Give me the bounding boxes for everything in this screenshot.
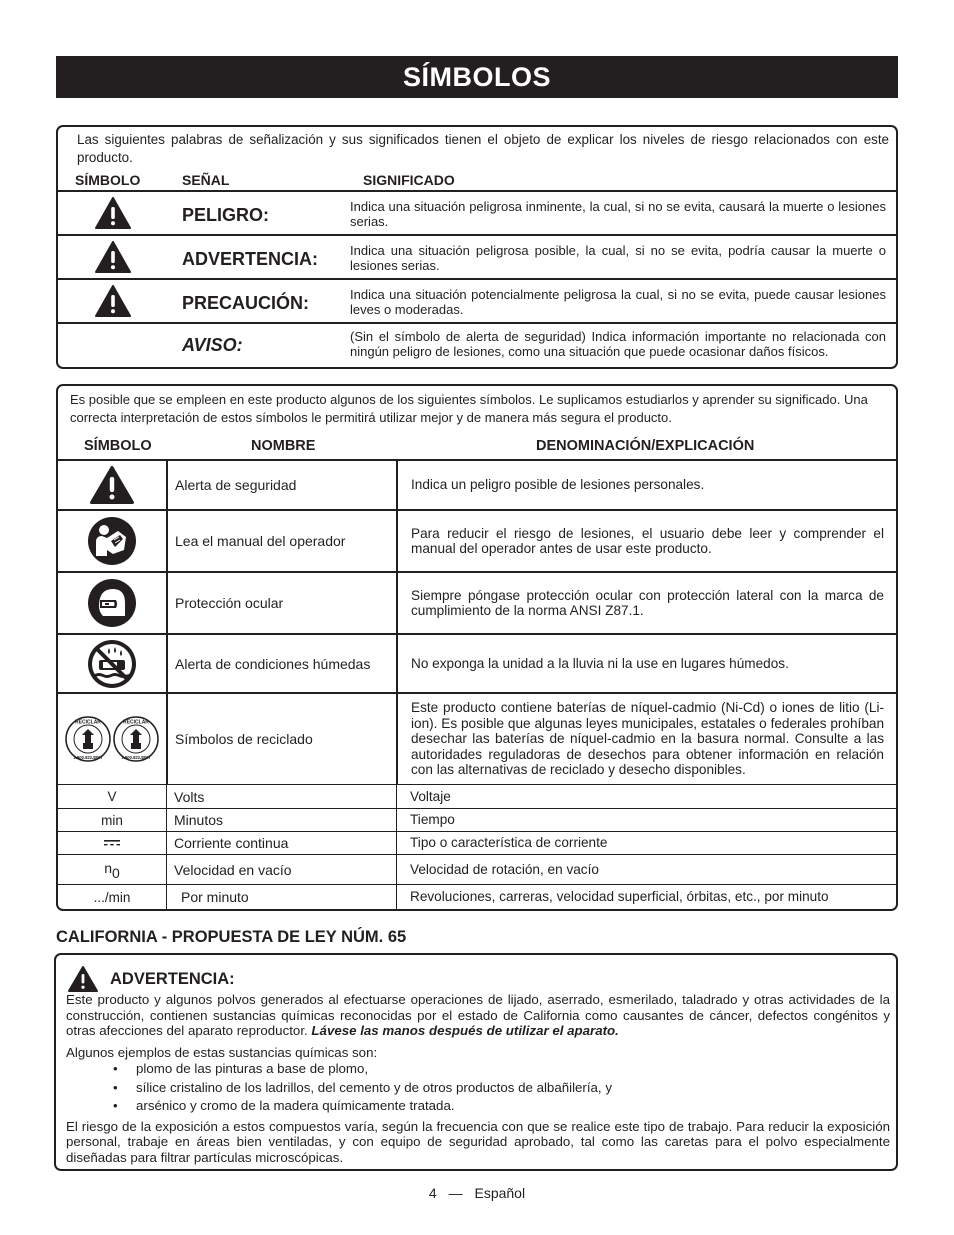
symbol-text: .../min: [93, 889, 131, 905]
symbol-name: Corriente continua: [166, 832, 396, 854]
warning-emphasis: Lávese las manos después de utilizar el aparato.: [311, 1023, 619, 1038]
warning-header: [68, 966, 235, 992]
warning-label: ADVERTENCIA:: [110, 969, 235, 988]
svg-text:1.800.822.8837: 1.800.822.8837: [121, 755, 151, 760]
eye-protection-icon: [58, 573, 166, 633]
title-bar: [56, 56, 898, 98]
signal-word: ADVERTENCIA:: [182, 249, 319, 269]
header-signal: SEÑAL: [182, 172, 230, 188]
symbol-row: [58, 633, 896, 692]
signal-meaning: Indica una situación peligrosa posible, la cual, si no se evita, podría causar la muerte o lesiones serias.: [350, 243, 886, 273]
symbol-row: [58, 571, 896, 633]
symbol-name: Por minuto: [166, 885, 396, 909]
symbol-name: Símbolos de reciclado: [166, 694, 396, 784]
recycle-seals: [58, 694, 166, 784]
symbol-row: [58, 831, 896, 854]
symbol-text: n: [104, 859, 112, 876]
examples-intro: Algunos ejemplos de estas sustancias químicas son:: [66, 1044, 378, 1060]
read-manual-icon: [58, 511, 166, 571]
symbol-description: Voltaje: [396, 785, 896, 808]
header-symbol: SÍMBOLO: [84, 438, 152, 454]
california-warning-box: [54, 953, 898, 1171]
symbol-description: Indica un peligro posible de lesiones personales.: [396, 461, 896, 509]
footer-language: Español: [474, 1185, 526, 1201]
signal-word: PELIGRO:: [182, 205, 270, 225]
symbol-description: Para reducir el riesgo de lesiones, el usuario debe leer y comprender el manual del operador antes de usar este producto.: [396, 511, 896, 571]
list-item: • sílice cristalino de los ladrillos, del cemento y de otros productos de albañilería, y: [113, 1079, 890, 1098]
symbol-row: [58, 884, 896, 909]
warning-triangle-icon: [58, 192, 168, 234]
header-name: NOMBRE: [251, 438, 316, 454]
symbol-description: Revoluciones, carreras, velocidad superficial, órbitas, etc., por minuto: [396, 885, 896, 909]
recycle-seal-icon: [64, 715, 160, 763]
no-load-speed-symbol: [58, 855, 166, 884]
list-item: • arsénico y cromo de la madera químicamente tratada.: [113, 1097, 890, 1116]
warning-text: Este producto y algunos polvos generados al efectuarse operaciones de lijado, aserrado, esmerilado, taladrado y otras actividades de la construcción, contienen sustancias químicas reconocidas por el estado de California como causantes de cáncer, defectos congénitos y otras afecciones del aparato reproductor.: [66, 992, 890, 1038]
footer-dash: —: [448, 1185, 463, 1201]
wet-conditions-icon: [58, 635, 166, 692]
signal-meaning: Indica una situación peligrosa inminente, la cual, si no se evita, causará la muerte o lesiones serias.: [350, 199, 886, 229]
symbol-row: [58, 784, 896, 808]
page-number: 4: [428, 1185, 437, 1201]
symbol-name: Velocidad en vacío: [166, 855, 396, 884]
symbols-box: [56, 384, 898, 911]
signal-row-advertencia: [58, 234, 896, 278]
header-meaning: SIGNIFICADO: [363, 172, 455, 188]
symbol-description: No exponga la unidad a la lluvia ni la use en lugares húmedos.: [396, 635, 896, 692]
signal-word: PRECAUCIÓN:: [182, 293, 310, 313]
header-description: DENOMINACIÓN/EXPLICACIÓN: [536, 438, 755, 454]
signal-row-aviso: [58, 322, 896, 369]
symbol-name: Alerta de seguridad: [166, 461, 396, 509]
symbol-description: Tipo o característica de corriente: [396, 832, 896, 854]
symbol-name: Alerta de condiciones húmedas: [166, 635, 396, 692]
svg-text:RECICLAR: RECICLAR: [75, 719, 101, 726]
symbol-row: [58, 509, 896, 571]
symbol-description: Velocidad de rotación, en vacío: [396, 855, 896, 884]
symbol-text: V: [107, 789, 117, 804]
symbol-name: Lea el manual del operador: [166, 511, 396, 571]
header-symbol: SÍMBOLO: [75, 172, 141, 188]
list-item: • plomo de las pinturas a base de plomo,: [113, 1060, 890, 1079]
signal-words-box: [56, 125, 898, 369]
california-heading: CALIFORNIA - PROPUESTA DE LEY NÚM. 65: [56, 928, 407, 946]
symbol-text: min: [101, 812, 123, 828]
symbol-description: Este producto contiene baterías de níquel-cadmio (Ni-Cd) o iones de litio (Li-ion). Es posible que algunas leyes municipales, estatales o federales prohíban desechar las baterías de níquel-cadmio en la basura normal. Consulte a las autoridades reguladoras de desechos para obtener información en relación con las alternativas de reciclado y desecho disponibles.: [396, 694, 896, 784]
signal-row-peligro: [58, 190, 896, 234]
symbol-name: Minutos: [166, 809, 396, 831]
svg-text:1.800.822.8837: 1.800.822.8837: [73, 755, 103, 760]
signal-words-intro: Las siguientes palabras de señalización y sus significados tienen el objeto de explicar los niveles de riesgo relacionados con este producto.: [77, 132, 889, 165]
risk-paragraph: El riesgo de la exposición a estos compuestos varía, según la frecuencia con que se realice este tipo de trabajo. Para reducir la exposición personal, trabaje en áreas bien ventiladas, y con equipo de seguridad aprobado, tal como las caretas para el polvo especialmente diseñadas para filtrar partículas microscópicas.: [66, 1118, 890, 1165]
page-footer: [0, 1185, 954, 1201]
svg-text:RECICLAR: RECICLAR: [123, 719, 149, 726]
chemical-list: [66, 1060, 890, 1116]
symbol-row: [58, 459, 896, 509]
symbol-name: Protección ocular: [166, 573, 396, 633]
symbol-subscript: 0: [112, 864, 120, 881]
signal-row-precaucion: [58, 278, 896, 322]
symbol-row: [58, 692, 896, 784]
warning-triangle-icon: [58, 236, 168, 278]
warning-body: [66, 992, 890, 1165]
signal-meaning: Indica una situación potencialmente peligrosa la cual, si no se evita, puede causar lesiones leves o moderadas.: [350, 287, 886, 317]
symbol-row: [58, 854, 896, 884]
direct-current-icon: [58, 832, 166, 854]
page-title: SÍMBOLOS: [402, 61, 551, 92]
symbol-description: Siempre póngase protección ocular con protección lateral con la marca de cumplimiento de la norma ANSI Z87.1.: [396, 573, 896, 633]
symbol-description: Tiempo: [396, 809, 896, 831]
symbol-row: [58, 808, 896, 831]
signal-word: AVISO:: [182, 335, 243, 355]
symbol-name: Volts: [166, 785, 396, 808]
symbols-intro: Es posible que se empleen en este producto algunos de los siguientes símbolos. Le suplicamos estudiarlos y aprender su significado. Una correcta interpretación de estos símbolos le permitirá utilizar mejor y de manera más segura el producto.: [70, 392, 868, 425]
warning-paragraph: [66, 992, 890, 1039]
warning-triangle-icon: [68, 966, 98, 992]
signal-meaning: (Sin el símbolo de alerta de seguridad) Indica información importante no relacionada con ningún peligro de lesiones, como una situación que puede ocasionar daños físicos.: [350, 329, 886, 359]
warning-triangle-icon: [58, 280, 168, 322]
safety-alert-icon: [58, 461, 166, 509]
